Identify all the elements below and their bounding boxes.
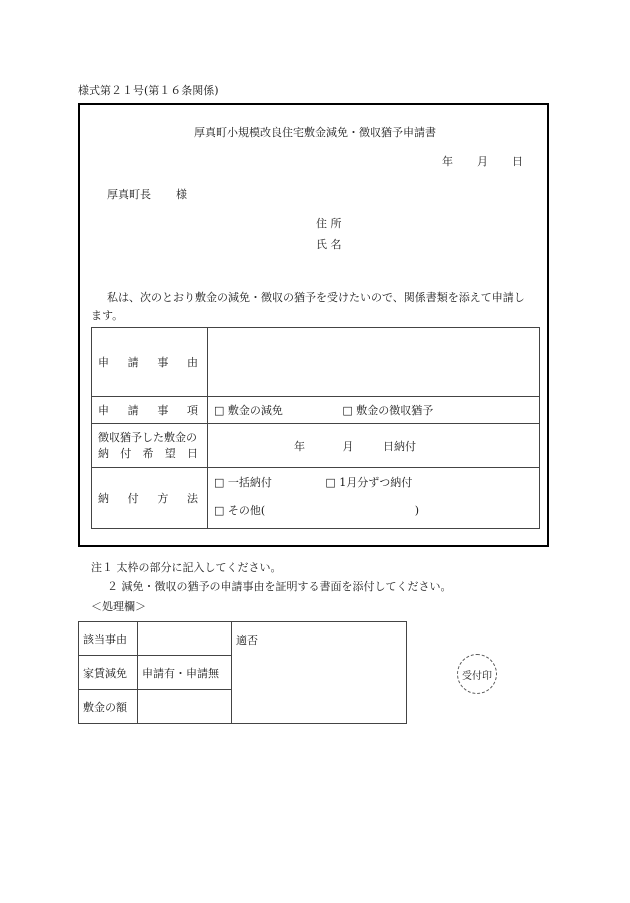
- option-exemption[interactable]: □ 敷金の減免: [214, 404, 283, 417]
- label-char: 望: [164, 447, 176, 460]
- note-1: 注１ 太枠の部分に記入してください。: [91, 561, 282, 574]
- label-char: 方: [157, 492, 169, 505]
- form-title: 厚真町小規模改良住宅敷金減免・徴収猶予申請書: [194, 126, 436, 139]
- method-row: [92, 468, 540, 529]
- form-number: 様式第２１号(第１６条関係): [78, 84, 219, 97]
- applicant-address-label: 住 所: [316, 217, 342, 230]
- label-char: 希: [142, 447, 154, 460]
- deferred-year: 年: [294, 439, 305, 453]
- method-label: [92, 468, 208, 529]
- label-char: 付: [127, 492, 139, 505]
- label-char: 納: [98, 492, 109, 505]
- label-char: 事: [157, 356, 169, 369]
- note-2: ２ 減免・徴収の猶予の申請事由を証明する書面を添付してください。: [107, 580, 452, 593]
- label-char: 事: [157, 404, 169, 417]
- deferred-day: 日納付: [383, 439, 416, 453]
- option-other-close: ): [414, 504, 419, 517]
- date-year: 年: [442, 155, 453, 168]
- label-char: 日: [187, 447, 198, 460]
- reason-field[interactable]: [208, 328, 540, 397]
- option-monthly[interactable]: □ 1月分ずつ納付: [325, 476, 413, 489]
- label-char: 請: [127, 404, 139, 417]
- proc-deposit-value[interactable]: [138, 690, 232, 724]
- proc-reason-value[interactable]: [138, 622, 232, 656]
- matter-row: [92, 397, 540, 424]
- method-options: [208, 468, 540, 529]
- deferred-label-line1: 徴収猶予した敷金の: [98, 431, 197, 444]
- deferred-date: [208, 424, 540, 468]
- option-other[interactable]: □ その他(: [214, 504, 266, 517]
- statement-line1: 私は、次のとおり敷金の減免・徴収の猶予を受けたいので、関係書類を添えて申請し: [107, 291, 525, 304]
- reason-label: [92, 328, 208, 397]
- statement-line2: ます。: [91, 309, 124, 322]
- proc-reason-label: 該当事由: [79, 622, 138, 656]
- addressee-name: 厚真町長: [107, 188, 151, 201]
- matter-options: [208, 397, 540, 424]
- processing-heading: ＜処理欄＞: [91, 600, 146, 613]
- proc-row-1: [79, 622, 407, 656]
- reason-row: [92, 328, 540, 397]
- deferred-row: [92, 424, 540, 468]
- application-table: [91, 327, 540, 529]
- matter-label: [92, 397, 208, 424]
- proc-rent-label: 家賃減免: [79, 656, 138, 690]
- date-day: 日: [512, 155, 523, 168]
- deferred-label: [92, 424, 208, 468]
- option-deferral[interactable]: □ 敷金の徴収猶予: [342, 404, 434, 417]
- proc-rent-value[interactable]: 申請有・申請無: [138, 656, 232, 690]
- label-char: 申: [98, 356, 109, 369]
- label-char: 請: [127, 356, 139, 369]
- label-char: 由: [186, 356, 198, 369]
- label-char: 法: [186, 492, 198, 505]
- label-char: 納: [98, 447, 109, 460]
- addressee-honorific: 様: [176, 188, 187, 201]
- proc-approval[interactable]: 適否: [232, 622, 407, 724]
- deferred-month: 月: [342, 439, 354, 453]
- label-char: 項: [186, 404, 198, 417]
- applicant-name-label: 氏 名: [316, 238, 342, 251]
- processing-table: [78, 621, 407, 724]
- stamp-label: 受付印: [462, 670, 492, 682]
- date-month: 月: [477, 155, 488, 168]
- proc-deposit-label: 敷金の額: [79, 690, 138, 724]
- label-char: 申: [98, 404, 109, 417]
- option-lump-sum[interactable]: □ 一括納付: [214, 476, 272, 489]
- reception-stamp: [457, 654, 497, 694]
- label-char: 付: [120, 447, 132, 460]
